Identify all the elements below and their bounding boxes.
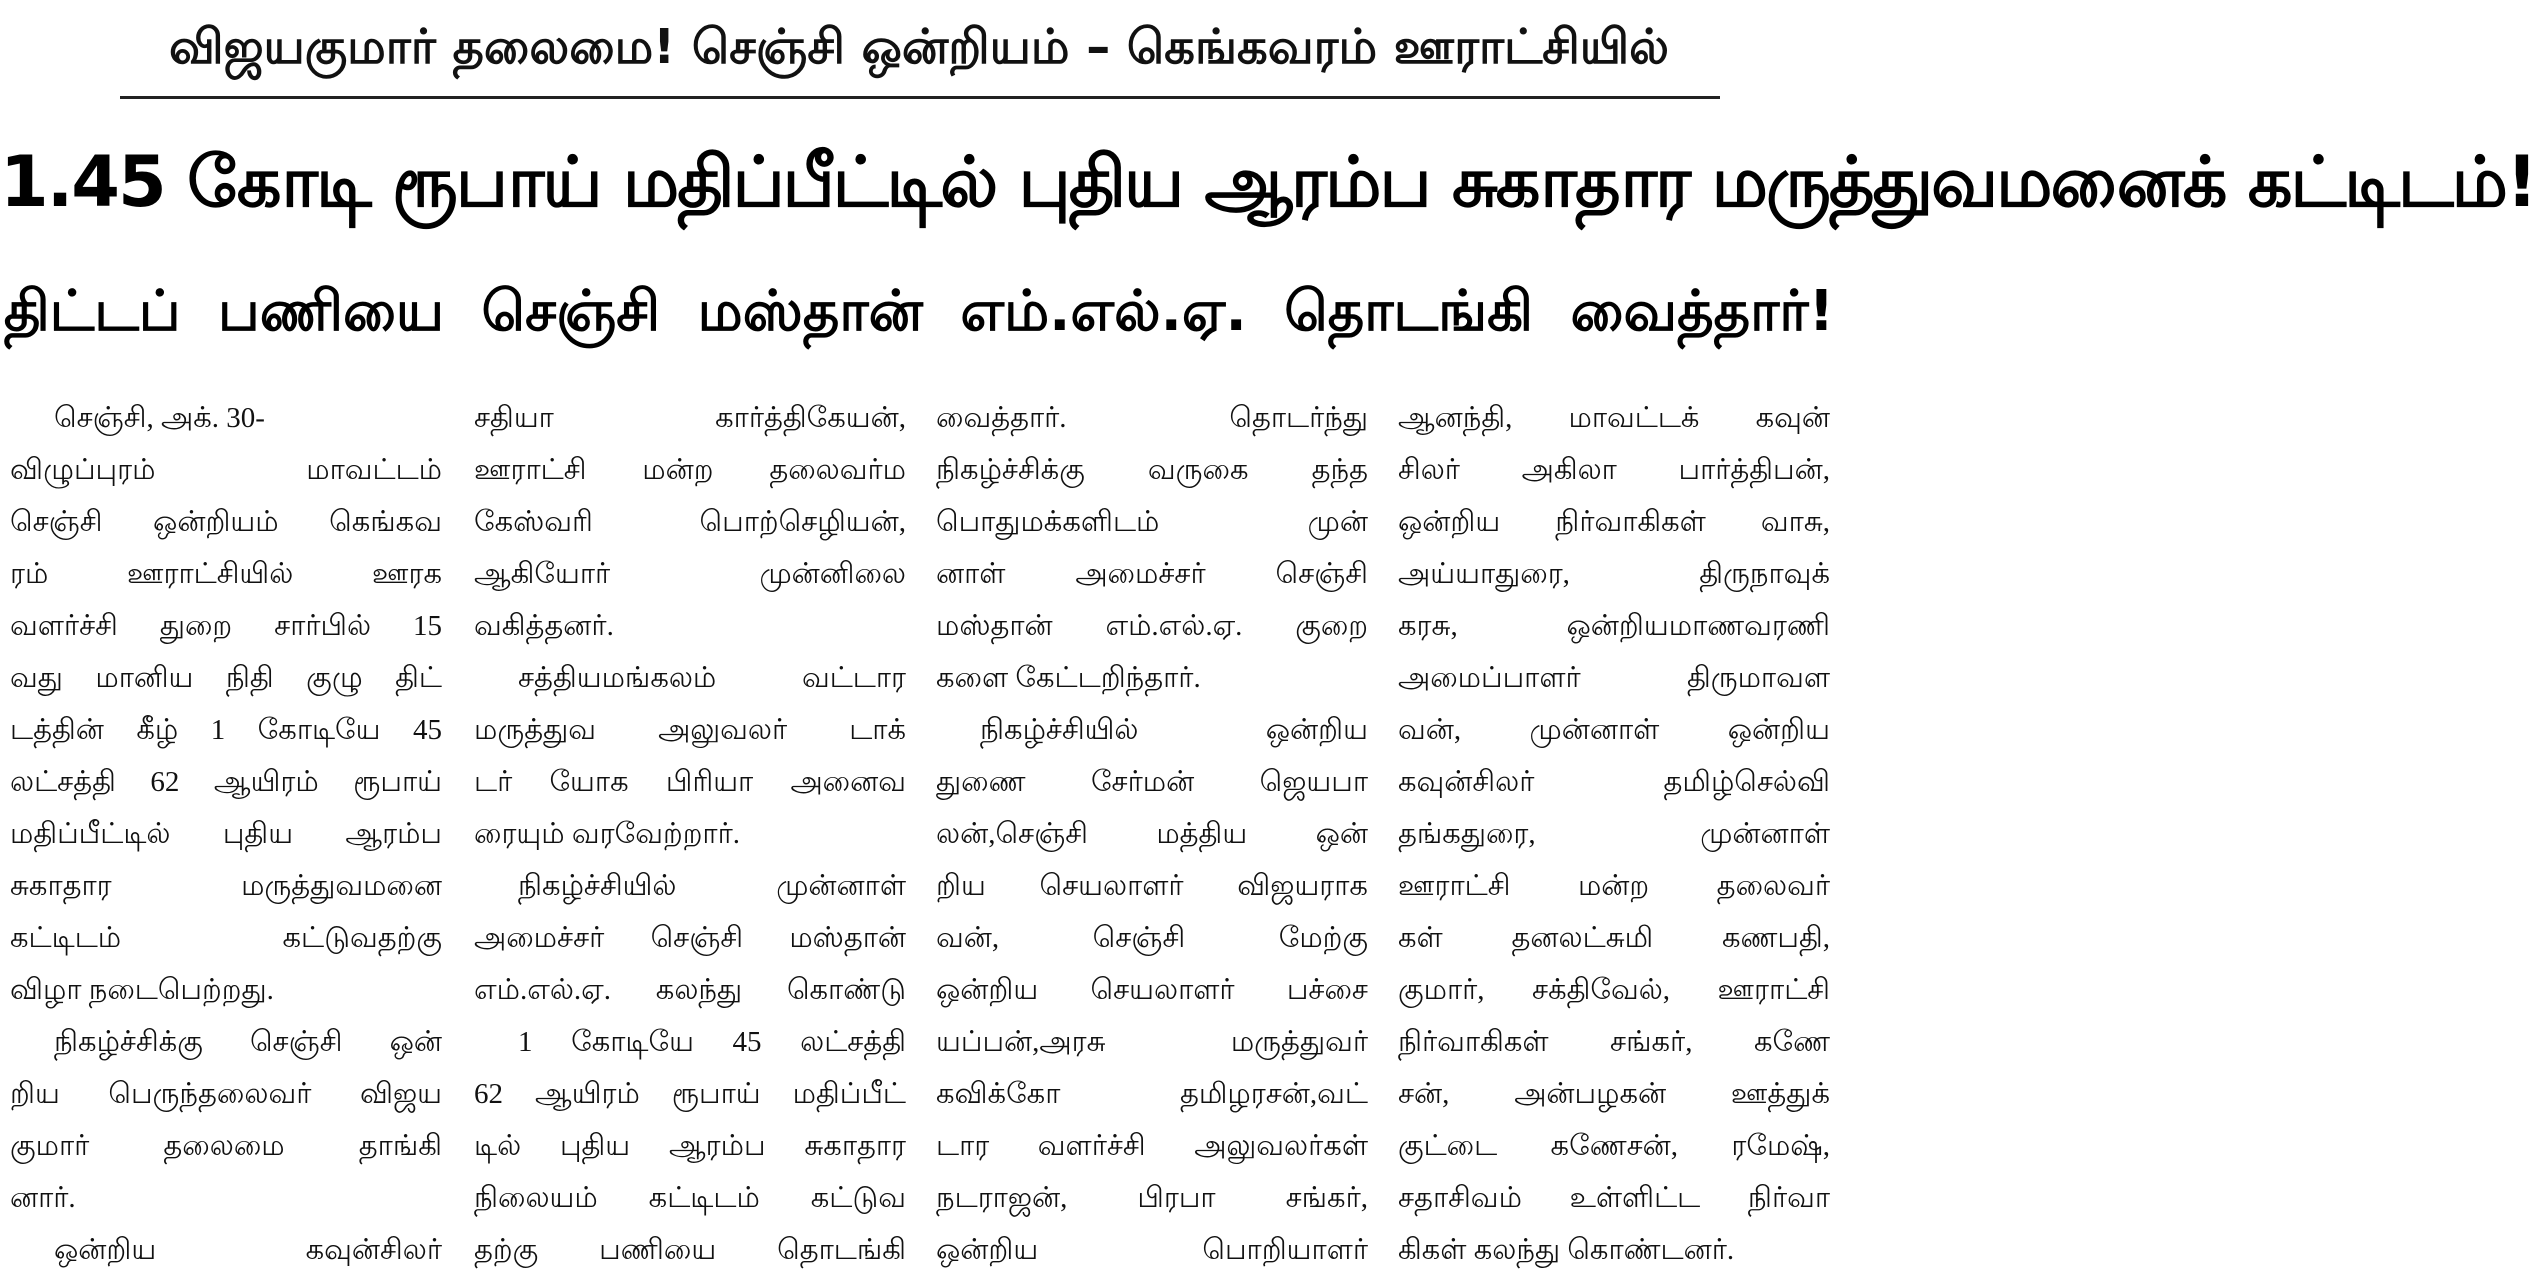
column-line: தங்கதுரை, முன்னாள் xyxy=(1398,818,1830,850)
column-line: சதியா கார்த்திகேயன், xyxy=(474,402,906,434)
column-line: வளர்ச்சி துறை சார்பில் 15 xyxy=(10,610,442,642)
column-line: பொதுமக்களிடம் முன் xyxy=(936,506,1368,538)
column-line: நிகழ்ச்சியில் முன்னாள் xyxy=(518,870,906,902)
column-line: டர் யோக பிரியா அனைவ xyxy=(474,766,906,798)
column-line: ரம் ஊராட்சியில் ஊரக xyxy=(10,558,442,590)
column-line: கேஸ்வரி பொற்செழியன், xyxy=(474,506,906,538)
column-line: எம்.எல்.ஏ. கலந்து கொண்டு xyxy=(474,974,906,1006)
column-line: களை கேட்டறிந்தார். xyxy=(936,662,1201,694)
column-line: சன், அன்பழகன் ஊத்துக் xyxy=(1398,1078,1830,1110)
column-line: ஒன்றிய செயலாளர் பச்சை xyxy=(936,974,1368,1006)
column-line: செஞ்சி ஒன்றியம் கெங்கவ xyxy=(10,506,442,538)
column-line: நடராஜன், பிரபா சங்கர், xyxy=(936,1182,1368,1214)
column-line: டில் புதிய ஆரம்ப சுகாதார xyxy=(474,1130,906,1162)
column-line: செஞ்சி, அக். 30- xyxy=(54,402,265,434)
column-line: மருத்துவ அலுவலர் டாக் xyxy=(474,714,906,746)
column-line: சதாசிவம் உள்ளிட்ட நிர்வா xyxy=(1398,1182,1830,1214)
column-line: சத்தியமங்கலம் வட்டார xyxy=(518,662,906,694)
column-line: யப்பன்,அரசு மருத்துவர் xyxy=(936,1026,1368,1058)
column-line: வன், செஞ்சி மேற்கு xyxy=(936,922,1368,954)
column-line: நிகழ்ச்சிக்கு வருகை தந்த xyxy=(936,454,1368,486)
article-column-1 xyxy=(10,392,442,1266)
column-line: நிர்வாகிகள் சங்கர், கணே xyxy=(1398,1026,1830,1058)
article-column-4 xyxy=(1398,392,1830,1266)
column-line: ஆகியோர் முன்னிலை xyxy=(474,558,906,590)
column-line: துணை சேர்மன் ஜெயபா xyxy=(936,766,1368,798)
column-line: ஆனந்தி, மாவட்டக் கவுன் xyxy=(1398,402,1830,434)
column-line: ஒன்றிய பொறியாளர் xyxy=(936,1234,1368,1266)
column-line: வைத்தார். தொடர்ந்து xyxy=(936,402,1368,434)
column-line: வகித்தனர். xyxy=(474,610,614,642)
column-line: லன்,செஞ்சி மத்திய ஒன் xyxy=(936,818,1368,850)
column-line: சிலர் அகிலா பார்த்திபன், xyxy=(1398,454,1830,486)
column-line: கரசு, ஒன்றியமாணவரணி xyxy=(1398,610,1830,642)
column-line: விழா நடைபெற்றது. xyxy=(10,974,274,1006)
column-line: கிகள் கலந்து கொண்டனர். xyxy=(1398,1234,1735,1266)
column-line: ஊராட்சி மன்ற தலைவர்ம xyxy=(474,454,906,486)
column-line: டத்தின் கீழ் 1 கோடியே 45 xyxy=(10,714,442,746)
column-line: டார வளர்ச்சி அலுவலர்கள் xyxy=(936,1130,1368,1162)
column-line: 62 ஆயிரம் ரூபாய் மதிப்பீட் xyxy=(474,1078,906,1110)
column-line: அமைப்பாளர் திருமாவள xyxy=(1398,662,1830,694)
column-line: றிய செயலாளர் விஜயராக xyxy=(936,870,1368,902)
column-line: ரையும் வரவேற்றார். xyxy=(474,818,740,850)
column-line: கட்டிடம் கட்டுவதற்கு xyxy=(10,922,442,954)
column-line: வது மானிய நிதி குழு திட் xyxy=(10,662,442,694)
column-line: வன், முன்னாள் ஒன்றிய xyxy=(1398,714,1830,746)
column-line: குட்டை கணேசன், ரமேஷ், xyxy=(1398,1130,1830,1162)
kicker-divider xyxy=(120,96,1720,99)
column-line: சுகாதார மருத்துவமனை xyxy=(10,870,442,902)
column-line: குமார், சக்திவேல், ஊராட்சி xyxy=(1398,974,1830,1006)
sub-headline: திட்டப் பணியை செஞ்சி மஸ்தான் எம்.எல்.ஏ. தொடங்கி வைத்தார்! xyxy=(3,279,1835,344)
column-line: கவிக்கோ தமிழரசன்,வட் xyxy=(936,1078,1368,1110)
column-line: நிகழ்ச்சிக்கு செஞ்சி ஒன் xyxy=(54,1026,442,1058)
column-line: ஒன்றிய நிர்வாகிகள் வாசு, xyxy=(1398,506,1830,538)
column-line: விழுப்புரம் மாவட்டம் xyxy=(10,454,442,486)
column-line: நிலையம் கட்டிடம் கட்டுவ xyxy=(474,1182,906,1214)
column-line: றிய பெருந்தலைவர் விஜய xyxy=(10,1078,442,1110)
column-line: குமார் தலைமை தாங்கி xyxy=(10,1130,442,1162)
main-headline: 1.45 கோடி ரூபாய் மதிப்பீட்டில் புதிய ஆரம்ப சுகாதார மருத்துவமனைக் கட்டிடம்! xyxy=(0,141,2536,223)
kicker-headline: விஜயகுமார் தலைமை! செஞ்சி ஒன்றியம் – கெங்கவரம் ஊராட்சியில் xyxy=(169,19,1669,75)
column-line: னார். xyxy=(10,1182,76,1214)
article-column-2 xyxy=(474,392,906,1266)
column-line: ஊராட்சி மன்ற தலைவர் xyxy=(1398,870,1830,902)
column-line: அய்யாதுரை, திருநாவுக் xyxy=(1398,558,1830,590)
column-line: கள் தனலட்சுமி கணபதி, xyxy=(1398,922,1830,954)
column-line: 1 கோடியே 45 லட்சத்தி xyxy=(518,1026,906,1058)
column-line: லட்சத்தி 62 ஆயிரம் ரூபாய் xyxy=(10,766,442,798)
column-line: அமைச்சர் செஞ்சி மஸ்தான் xyxy=(474,922,906,954)
column-line: கவுன்சிலர் தமிழ்செல்வி xyxy=(1398,766,1830,798)
column-line: நிகழ்ச்சியில் ஒன்றிய xyxy=(980,714,1368,746)
column-line: மதிப்பீட்டில் புதிய ஆரம்ப xyxy=(10,818,442,850)
article-column-3 xyxy=(936,392,1368,1266)
column-line: னாள் அமைச்சர் செஞ்சி xyxy=(936,558,1368,590)
column-line: தற்கு பணியை தொடங்கி xyxy=(474,1234,906,1266)
column-line: மஸ்தான் எம்.எல்.ஏ. குறை xyxy=(936,610,1368,642)
column-line: ஒன்றிய கவுன்சிலர் xyxy=(54,1234,442,1266)
